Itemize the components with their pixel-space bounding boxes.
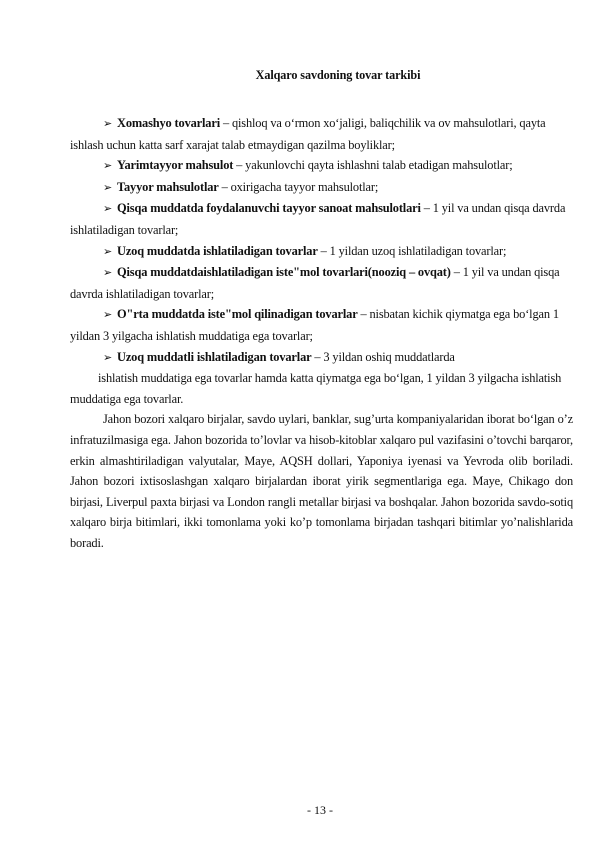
arrow-bullet-icon: ➢ <box>103 266 113 280</box>
list-item-term: Uzoq muddatda ishlatiladigan tovarlar <box>117 243 318 258</box>
arrow-bullet-icon: ➢ <box>103 308 113 322</box>
list-item-term: Xomashyo tovarlari <box>117 116 220 130</box>
arrow-bullet-icon: ➢ <box>103 244 113 258</box>
list-item-text: – 1 yil va undan qisqa davrda ishlatiladigan tovarlar; <box>70 201 566 237</box>
list-item <box>70 177 573 199</box>
list-item-term: Qisqa muddatda foydalanuvchi tayyor sanoat mahsulotlari <box>117 201 421 216</box>
list-item-text: – yakunlovchi qayta ishlashni talab etadigan mahsulotlar; <box>233 158 513 173</box>
list-item-term: Uzoq muddatli ishlatiladigan tovarlar <box>117 349 312 364</box>
list-item <box>70 347 573 369</box>
page-title: Xalqaro savdoning tovar tarkibi <box>255 68 421 82</box>
arrow-bullet-icon: ➢ <box>103 350 113 364</box>
list-item <box>70 113 573 155</box>
document-body <box>70 113 573 553</box>
page-number: - 13 - <box>307 803 333 817</box>
arrow-bullet-icon: ➢ <box>103 180 113 194</box>
list-continuation: ishlatish muddatiga ega tovarlar hamda katta qiymatga ega bo‘lgan, 1 yildan 3 yilgacha ishlatish muddatiga ega tovarlar. <box>70 371 562 406</box>
list-item-term: Tayyor mahsulotlar <box>117 179 219 194</box>
list-item-term: O"rta muddatda iste"mol qilinadigan tovarlar <box>117 307 358 322</box>
body-paragraph: Jahon bozori xalqaro birjalar, savdo uylari, banklar, sug’urta kompaniyalaridan iborat bo‘lgan o’z infratuzilmasiga ega. Jahon bozorida to’lovlar va hisob-kitoblar xalqaro pul vazifasini o’tovchi barqaror, erkin almashtiriladigan valyutalar, Maye, AQSH dollari, Yaponiya iyenasi va Yevroda olib boriladi. Jahon bozori ixtisoslashgan xalqaro birjalardan iborat yirik segmentlariga ega. Maye, Chikago don birjasi, Liverpul paxta birjasi va London rangli metallar birjasi va boshqalar. Jahon bozorida savdo-sotiq xalqaro birja bitimlari, ikki tomonlama yoki ko’p tomonlama birjadan tashqari bitimlar yo’nalishlarida boradi. <box>70 412 573 550</box>
list-item-text: – 1 yildan uzoq ishlatiladigan tovarlar; <box>317 243 507 258</box>
arrow-bullet-icon: ➢ <box>103 202 113 216</box>
arrow-bullet-icon: ➢ <box>103 117 113 130</box>
list-item-text: – qishloq va o‘rmon xo‘jaligi, baliqchilik va ov mahsulotlari, qayta ishlash uchun katta sarf xarajat talab etmaydigan qazilma boyliklar; <box>70 116 546 152</box>
list-item-text: – 3 yildan oshiq muddatlarda <box>311 349 455 364</box>
list-item <box>70 198 573 240</box>
list-item-term: Qisqa muddatdaishlatiladigan iste"mol tovarlari(nooziq – ovqat) <box>117 265 451 280</box>
list-item <box>70 241 573 263</box>
list-item <box>70 155 573 177</box>
list-item-text: – oxirigacha tayyor mahsulotlar; <box>218 179 379 194</box>
list-item-text: – nisbatan kichik qiymatga ega bo‘lgan 1 yildan 3 yilgacha ishlatish muddatiga ega tovarlar; <box>70 307 559 343</box>
list-item <box>70 262 573 304</box>
arrow-bullet-icon: ➢ <box>103 159 113 173</box>
list-item-term: Yarimtayyor mahsulot <box>117 158 234 173</box>
list-item-text: – 1 yil va undan qisqa davrda ishlatiladigan tovarlar; <box>70 265 560 301</box>
list-item <box>70 304 573 346</box>
